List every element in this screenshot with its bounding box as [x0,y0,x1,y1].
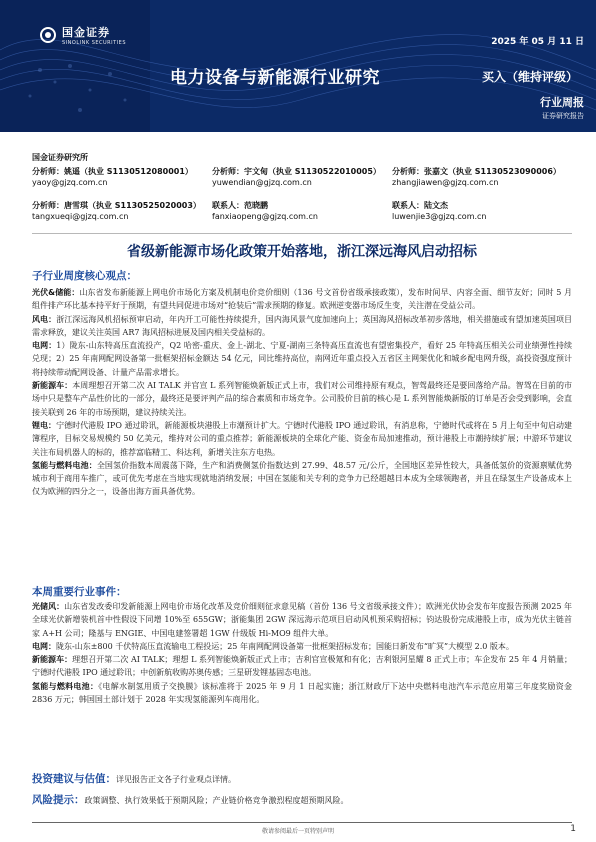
para-label: 电网： [32,641,56,651]
analyst-row [32,200,572,222]
events-body [32,600,572,706]
analyst-name: 分析师：张嘉文（执业 S1130523090006） [392,167,561,176]
analyst-name: 分析师：宇文甸（执业 S1130522010005） [212,167,381,176]
para-text: 陇东-山东±800 千伏特高压直流输电工程投运；25 年南网配网设备第一批框架招标发布；国能日新发布“旷冥”大模型 2.0 版本。 [56,641,514,651]
report-type: 证券研究报告 [542,112,584,120]
paragraph-nev [32,379,572,419]
paragraph-wind [32,313,572,340]
analyst-email[interactable]: luwenjie3@gjzq.com.cn [392,212,487,221]
report-title: 电力设备与新能源行业研究 [170,68,380,88]
analyst-card [392,200,572,222]
logo-en: SINOLINK SECURITIES [62,40,126,46]
analyst-card [212,166,392,188]
section-title-events: 本周重要行业事件： [32,586,127,598]
advice-text: 详见报告正文各子行业观点详情。 [116,775,236,784]
analyst-card [32,166,212,188]
para-text: 1）陇东-山东特高压直流投产，Q2 哈密-重庆、金上-湖北、宁夏-湖南三条特高压直流也有望密集投产，看好 25 年特高压相关公司业绩弹性持续兑现；2）25 年南网配网设备第一批框架招标金额达 54 亿元，同比维持高位，南网近年重点投入五省区主网架优化和城乡配电网升级，高投资强度预计将持续带动配网设备、计量产品需求增长。 [32,341,572,377]
headline: 省级新能源市场化政策开始落地，浙江深远海风启动招标 [127,244,477,260]
report-kind: 行业周报 [540,96,584,109]
advice-title: 投资建议与估值： [32,773,116,785]
analyst-block [32,152,572,234]
paragraph-hydrogen [32,459,572,499]
para-text: 《电解水制氢用质子交换膜》该标准将于 2025 年 9 月 1 日起实施；浙江财政厅下达中央燃料电池汽车示范应用第三年度奖励资金 2836 万元；韩国国土部计划于 2028 年实现氢能源列车商用化。 [32,681,573,705]
paragraph-lithium [32,419,572,459]
analyst-row [32,166,572,188]
para-text: 全国氢价指数本周震荡下降，生产和消费侧氢价指数达到 27.99、48.57 元/公斤，全国地区差异性较大，具备低氢价的资源禀赋优势城市利于商用车推广，或可优先考虑在当地实现就地消纳发展；中国在氢能和关专利的竞争力已经超越日本成为全球领跑者，并且在绿氢生产设备成本上仅为欧洲的四分之一，设备出海方面具备优势。 [32,460,573,497]
section-title-core-views: 子行业周度核心观点： [32,270,137,282]
para-label: 新能源车： [32,655,73,665]
para-label: 氢能与燃料电池： [32,681,99,691]
analyst-name: 联系人：陆文杰 [392,201,448,210]
analyst-name: 分析师：姚遥（执业 S1130512080001） [32,167,193,176]
company-logo [40,24,126,46]
para-text: 山东省发布新能源上网电价市场化方案及机制电价竞价细则（136 号文首份省级承接政策），发布时间早、内容全面、细节友好；同时 5 月组件排产环比基本持平好于预期，有望共同促进市场对“抢装后”需求预期的修复。欧洲逆变器市场反生变，关注潜在受益公司。 [32,288,572,311]
page-number: 1 [570,824,576,834]
core-views-body [32,286,572,499]
para-label: 锂电： [32,420,57,430]
paragraph-hydrogen-events [32,680,572,707]
risk-warning [32,792,349,807]
para-label: 风电： [32,314,57,324]
logo-icon [40,27,56,43]
analyst-email[interactable]: fanxiaopeng@gjzq.com.cn [212,212,318,221]
para-label: 光储风： [32,602,65,611]
risk-text: 政策调整、执行效果低于预期风险；产业链价格竞争激烈程度超预期风险。 [84,796,349,805]
para-text: 宁德时代港股 IPO 通过聆讯，新能源板块港股上市潮预计扩大。宁德时代港股 IPO 通过聆讯，有消息称，宁德时代或将在 5 月上旬至中旬启动建簿程序，目标交易规模约 50 亿美元，维持对公司的重点推荐；新能源板块的全球化产能、资金布局加速推动，预计港股上市潮持续扩展；中游环节建议关注布局机器人的标的，推荐富临精工、科达利，新增关注东方电热。 [32,420,573,457]
analyst-email[interactable]: yaoy@gjzq.com.cn [32,178,108,187]
report-date: 2025 年 05 月 11 日 [491,37,584,47]
para-label: 新能源车： [32,381,73,391]
investment-advice [32,771,236,786]
paragraph-pv-wind-events [32,600,572,640]
analyst-card [392,166,572,188]
para-label: 电网： [32,341,57,351]
para-label: 光伏&储能： [32,288,80,297]
header-band [0,0,596,132]
divider [32,233,572,234]
analyst-card [212,200,392,222]
paragraph-grid-events [32,640,572,653]
analyst-name: 联系人：范晓鹏 [212,201,268,210]
footer-divider [32,822,572,823]
analyst-email[interactable]: yuwendian@gjzq.com.cn [212,178,312,187]
logo-cn: 国金证券 [62,26,110,39]
para-text: 浙江深远海风机招标预审启动，年内开工可能性持续提升，国内海风景气度加速向上；英国海风招标改革初步落地，相关措施或有望加速英国项目需求释放，建议关注英国 AR7 海风招标进展及国内相关受益标的。 [32,314,572,337]
paragraph-pv-storage [32,286,572,313]
rating-badge: 买入（维持评级） [481,70,578,84]
analyst-card [32,200,212,222]
analyst-email[interactable]: zhangjiawen@gjzq.com.cn [392,178,499,187]
institute-name: 国金证券研究所 [32,153,88,162]
para-label: 氢能与燃料电池： [32,460,97,470]
para-text: 本周理想召开第二次 AI TALK 并官宣 L 系列智能焕新版正式上市，我们对公司维持原有观点，智驾最终还是要回落给产品。智驾在目前的市场中只是整车产品性价比的一部分，最终还是要评判产品的综合素质和市场竞争。公司股价目前的核心是 L 系列智能焕新版的订单是否会受到影响，会直接关联到 26 年的市场预期，建议持续关注。 [32,381,573,417]
analyst-name: 分析师：唐雪琪（执业 S1130525020003） [32,201,201,210]
footer-disclaimer: 敬请参阅最后一页特别声明 [261,828,334,835]
analyst-email[interactable]: tangxueqi@gjzq.com.cn [32,212,129,221]
para-text: 山东省发改委印发新能源上网电价市场化改革及竞价细则征求意见稿（首份 136 号文省级承接文件）；欧洲光伏协会发布年度报告预测 2025 年全球光伏新增装机首中性假设下同增 10%至 655GW；浙能集团 2GW 深远海示范项目启动风机预采购招标；钧达股份完成港股上市，成为光伏主链首家 A+H 公司；隆基与 ENGIE、中国电建签署超 1GW 什级版 Hi-MO9 组件大单。 [32,602,573,638]
para-text: 理想召开第二次 AI TALK；理想 L 系列智能焕新版正式上市；吉利官宣极氪和有化；吉利银河星耀 8 正式上市；车企发布 25 年 4 月销量；宁德时代港股 IPO 通过聆讯；中创新航收购苏奥传感；三星研发锂基固态电池。 [32,655,573,678]
risk-title: 风险提示： [32,794,85,806]
paragraph-grid [32,339,572,379]
paragraph-nev-events [32,653,572,680]
